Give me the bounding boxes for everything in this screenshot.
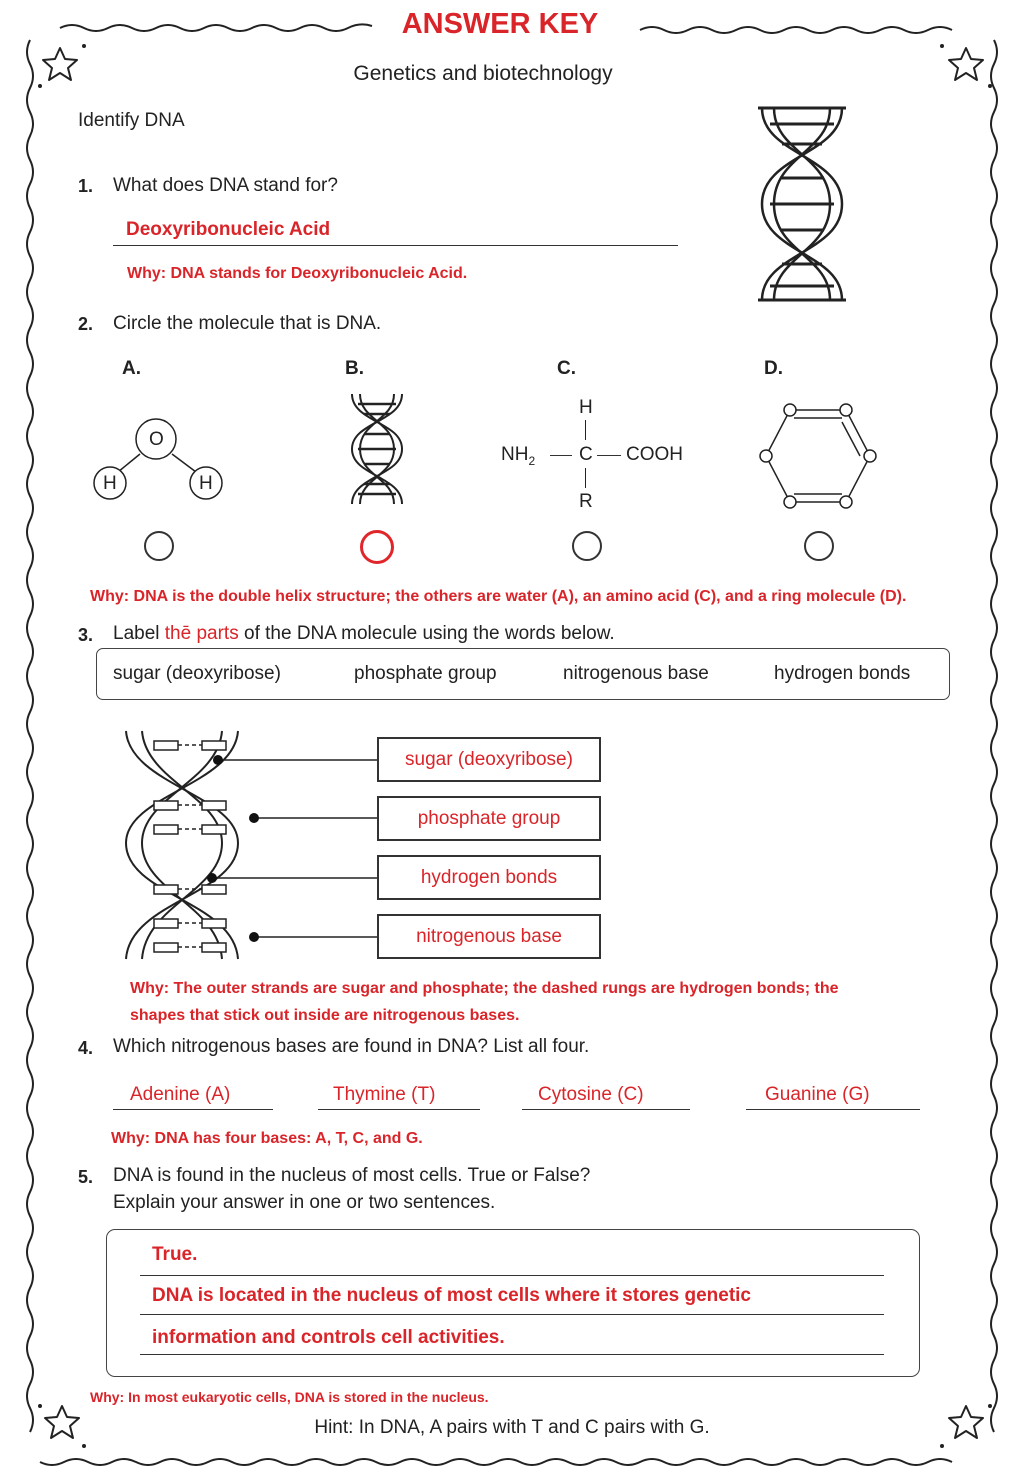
option-a-radio[interactable]	[144, 531, 174, 561]
word-bank-item: sugar (deoxyribose)	[113, 663, 281, 684]
dna-helix-small-icon	[346, 390, 408, 508]
q1-question: What does DNA stand for?	[113, 175, 338, 196]
atom-oxygen: O	[149, 429, 164, 450]
word-bank-item: nitrogenous base	[563, 663, 709, 684]
q5-answer-line1: True.	[152, 1244, 198, 1265]
label-box-hydrogen-bonds[interactable]: hydrogen bonds	[377, 855, 601, 900]
q5-question-line2: Explain your answer in one or two sentences.	[113, 1192, 496, 1213]
formula-bottom-r: R	[579, 491, 593, 512]
q3-question-end: of the DNA molecule using the words below.	[244, 623, 615, 644]
label-box-nitrogenous-base[interactable]: nitrogenous base	[377, 914, 601, 959]
q3-number: 3.	[78, 625, 94, 645]
q5-answer-line3: information and controls cell activities.	[152, 1327, 505, 1348]
atom-hydrogen-left: H	[103, 473, 117, 494]
formula-right-cooh: COOH	[626, 444, 683, 465]
formula-left-subscript: 2	[528, 453, 536, 468]
q5-question-line1: DNA is found in the nucleus of most cells. True or False?	[113, 1165, 591, 1186]
q4-why: Why: DNA has four bases: A, T, C, and G.	[111, 1130, 423, 1147]
q4-answer-cytosine[interactable]: Cytosine (C)	[538, 1084, 644, 1105]
section-title: Identify DNA	[78, 110, 185, 131]
q2-question: Circle the molecule that is DNA.	[113, 313, 382, 334]
word-bank-item: phosphate group	[354, 663, 497, 684]
option-b-radio-selected[interactable]	[360, 530, 394, 564]
option-c-letter: C.	[557, 358, 576, 379]
page-title: ANSWER KEY	[401, 8, 599, 40]
label-box-sugar[interactable]: sugar (deoxyribose)	[377, 737, 601, 782]
dna-helix-icon	[752, 100, 852, 308]
q2-number: 2.	[78, 314, 94, 334]
q3-question-red: thē parts	[164, 623, 239, 644]
border-bottom	[40, 1459, 952, 1465]
border-right	[991, 40, 997, 1432]
option-b-letter: B.	[345, 358, 364, 379]
option-d-radio[interactable]	[804, 531, 834, 561]
q1-number: 1.	[78, 176, 94, 196]
formula-top-h: H	[579, 397, 593, 418]
option-c-radio[interactable]	[572, 531, 602, 561]
q4-question: Which nitrogenous bases are found in DNA? List all four.	[113, 1036, 590, 1057]
q4-answer-guanine[interactable]: Guanine (G)	[765, 1084, 870, 1105]
q1-answer-line	[113, 245, 678, 246]
q5-why: Why: In most eukaryotic cells, DNA is stored in the nucleus.	[90, 1389, 489, 1405]
q3-why-line2: shapes that stick out inside are nitrogenous bases.	[130, 1007, 520, 1024]
q1-answer[interactable]: Deoxyribonucleic Acid	[126, 219, 331, 240]
q4-answer-adenine[interactable]: Adenine (A)	[130, 1084, 231, 1105]
q1-why: Why: DNA stands for Deoxyribonucleic Acid.	[127, 265, 468, 282]
ring-molecule-diagram	[756, 400, 880, 512]
q3-question	[113, 623, 615, 645]
word-bank-item: hydrogen bonds	[774, 663, 911, 684]
option-d-letter: D.	[764, 358, 783, 379]
label-box-phosphate[interactable]: phosphate group	[377, 796, 601, 841]
q5-answer-line2: DNA is located in the nucleus of most cells where it stores genetic	[152, 1285, 752, 1306]
option-a-letter: A.	[122, 358, 141, 379]
q4-number: 4.	[78, 1038, 94, 1058]
q5-number: 5.	[78, 1167, 94, 1187]
footer-hint: Hint: In DNA, A pairs with T and C pairs with G.	[314, 1417, 710, 1438]
page-subtitle: Genetics and biotechnology	[353, 62, 613, 85]
atom-hydrogen-right: H	[199, 473, 213, 494]
formula-left-nh: NH	[501, 444, 529, 465]
q4-answer-thymine[interactable]: Thymine (T)	[333, 1084, 436, 1105]
q3-why-line1: Why: The outer strands are sugar and phosphate; the dashed rungs are hydrogen bonds; the	[130, 980, 839, 997]
q3-question-start: Label	[113, 623, 160, 644]
formula-center-c: C	[579, 444, 593, 465]
dna-labeling-diagram	[120, 725, 382, 965]
q2-why: Why: DNA is the double helix structure; the others are water (A), an amino acid (C), and a ring molecule (D).	[90, 588, 907, 605]
border-left	[27, 40, 33, 1432]
